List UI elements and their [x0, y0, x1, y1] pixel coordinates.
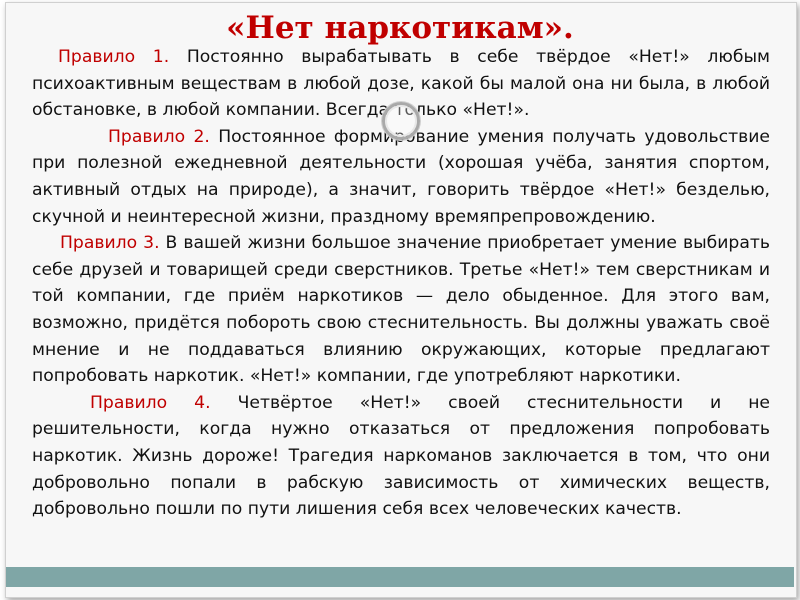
rule-4	[32, 390, 770, 523]
page-title: «Нет наркотикам».	[226, 10, 574, 46]
circle-decoration-icon	[382, 102, 420, 140]
rule-4-label: Правило 4.	[90, 392, 211, 413]
rule-2-label: Правило 2.	[108, 126, 210, 147]
bottom-band	[6, 567, 794, 587]
rule-1-text: Постоянно вырабатывать в себе твёрдое «Нет!» любым психоактивным веществам в любой дозе, какой бы малой она ни была, в любой обстановке, в любой компании. Всегда только «Нет!».	[32, 47, 770, 121]
rule-3-text: В вашей жизни большое значение приобретает умение выбирать себе друзей и товарищей среди сверстников. Третье «Нет!» тем сверстникам и той компании, где приём наркотиков — дело обыденное. Для этого вам, возможно, придётся побороть свою стеснительность. Вы должны уважать своё мнение и не поддаваться влиянию окружающих, которые предлагают попробовать наркотик. «Нет!» компании, где употребляют наркотики.	[32, 233, 771, 387]
rule-4-text: Четвёртое «Нет!» своей стеснительности и не решительности, когда нужно отказаться от предложения попробовать наркотик. Жизнь дороже! Трагедия наркоманов заключается в том, что они добровольно попали в рабскую зависимость от химических веществ, добровольно пошли по пути лишения себя всех человеческих качеств.	[32, 392, 771, 520]
rule-3-label: Правило 3.	[60, 233, 160, 254]
rule-2-text: Постоянное формирование умения получать удовольствие при полезной ежедневной деятельности (хорошая учёба, занятия спортом, активный отдых на природе), а значит, говорить твёрдое «Нет!» безделью, скучной и неинтересной жизни, праздному времяпрепровождению.	[32, 126, 771, 227]
rule-1-label: Правило 1.	[58, 47, 170, 67]
rule-3	[32, 230, 770, 390]
